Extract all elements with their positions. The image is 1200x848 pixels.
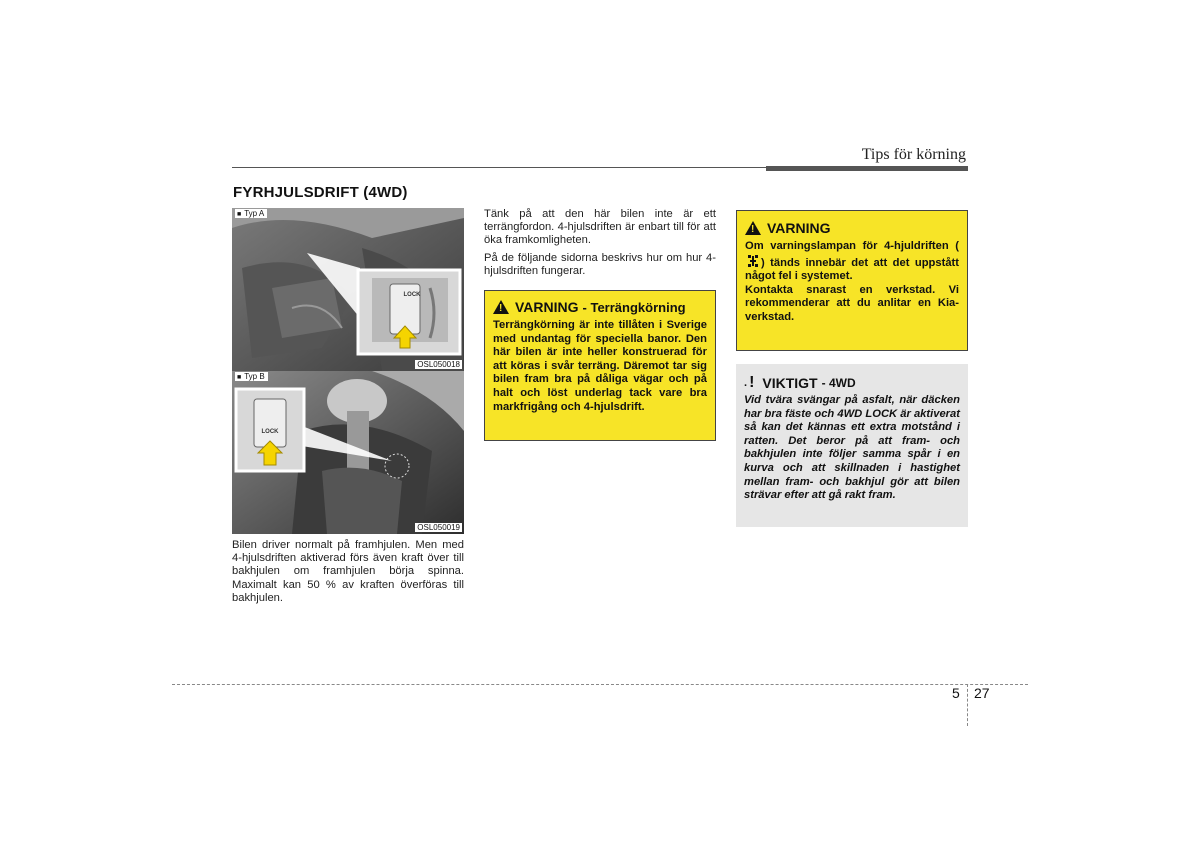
section-title: FYRHJULSDRIFT (4WD) — [233, 184, 408, 201]
figure-label: ■ Typ A — [235, 209, 267, 218]
figure-type-b — [232, 371, 464, 534]
dashboard-illustration — [232, 208, 464, 371]
warning-triangle-icon: ! — [745, 221, 761, 235]
warning-text: ) tänds innebär det att det uppstått något fel i systemet. — [745, 256, 959, 283]
warning-subtitle: - Terrängkörning — [582, 299, 686, 315]
page-number: 27 — [974, 685, 990, 701]
chapter-number: 5 — [952, 685, 960, 701]
body-paragraph: Tänk på att den här bilen inte är ett terrängfordon. 4-hjulsdriften är enbart till för att öka framkomligheten. — [484, 208, 716, 247]
gear-shifter-illustration — [232, 371, 464, 534]
exclamation-icon: ! — [749, 374, 755, 391]
running-header: Tips för körning — [861, 146, 966, 163]
warning-box-offroad — [484, 290, 716, 441]
footer-divider — [967, 684, 968, 726]
body-paragraph: Bilen driver normalt på framhjulen. Men med 4-hjulsdriften aktiverad förs även kraft över till bakhjulen om framhjulen börja spinna. Maximalt kan 50 % av kraften överföras till bakhjulen. — [232, 539, 464, 604]
lock-button-label: LOCK — [403, 292, 421, 298]
figure-label: ■ Typ B — [235, 372, 268, 381]
lock-button-label: LOCK — [261, 429, 279, 435]
footer-rule — [172, 684, 1028, 685]
warning-title: VARNING — [515, 299, 579, 315]
header-rule-accent — [766, 166, 968, 171]
note-subtitle: - 4WD — [821, 376, 856, 390]
note-box-important — [736, 364, 968, 527]
warning-body: Kontakta snarast en verkstad. Vi rekommenderar att du anlitar en Kia-verkstad. — [745, 283, 959, 323]
note-body: Vid tvära svängar på asfalt, när däcken har bra fäste och 4WD LOCK är aktiverat så kan det kännas ett extra motstånd i ratten. Det beror på att fram- och bakhjulen inte följer samma spår i en kurva och att skillnaden i hastighet mellan fram- och bakhjul gör att bilen strävar efter att gå rakt fram. — [744, 394, 960, 502]
warning-title: VARNING — [767, 220, 831, 236]
warning-body: Terrängkörning är inte tillåten i Sverige med undantag för speciella banor. Den här bilen är inte heller konstruerad för att köras i svår terräng. Däremot tar sig bilen fram bra på dåliga vägar och på halt och löst underlag tack vare bra markfrigång och 4-hjulsdrift. — [493, 319, 707, 413]
warning-box-4wd-lamp — [736, 210, 968, 351]
body-paragraph: På de följande sidorna beskrivs hur om hur 4-hjulsdriften fungerar. — [484, 252, 716, 278]
figure-type-a — [232, 208, 464, 371]
warning-triangle-icon: ! — [493, 300, 509, 314]
figure-code: OSL050019 — [417, 523, 460, 532]
4wd-warning-lamp-icon — [746, 254, 760, 268]
figure-code: OSL050018 — [417, 360, 460, 369]
warning-header — [745, 220, 959, 236]
note-marker: . — [744, 377, 748, 389]
note-title: VIKTIGT — [762, 375, 818, 391]
warning-text: Om varningslampan för 4-hjuldriften ( — [745, 240, 959, 252]
warning-body — [745, 240, 959, 284]
note-header — [744, 374, 960, 392]
warning-header — [493, 299, 707, 315]
